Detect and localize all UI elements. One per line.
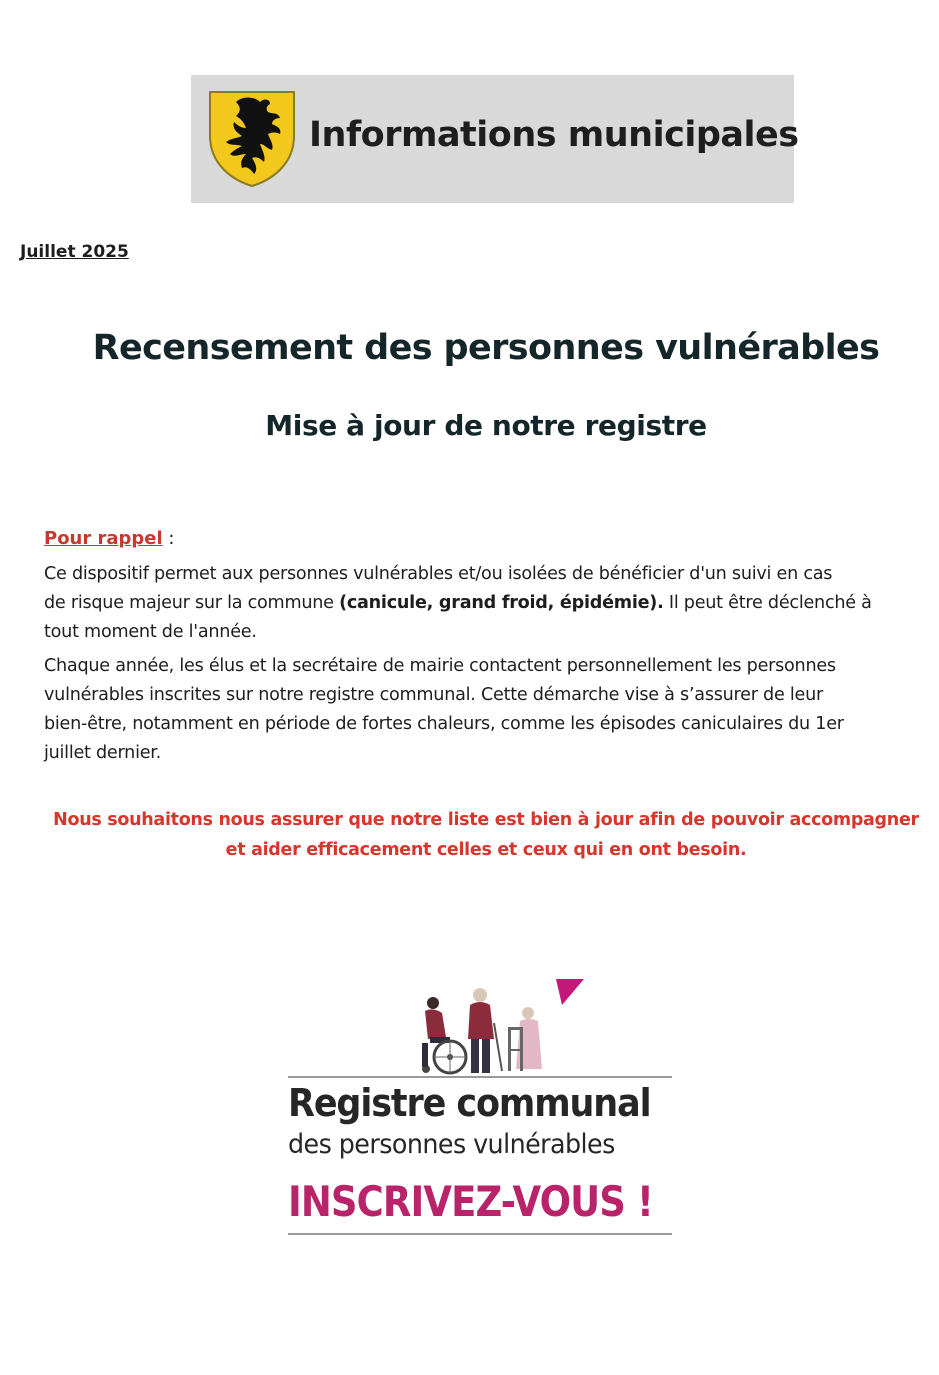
reminder-label: Pour rappel: [44, 528, 163, 549]
poster-bottom-rule: [288, 1233, 672, 1235]
paragraph-line: [44, 589, 934, 618]
paragraph-line: Ce dispositif permet aux personnes vulnérables et/ou isolées de bénéficier d'un suivi en cas: [44, 564, 833, 584]
notice-line: et aider efficacement celles et ceux qui en ont besoin.: [225, 840, 747, 860]
poster-subtitle: des personnes vulnérables: [288, 1129, 615, 1160]
reminder-suffix: :: [162, 528, 175, 549]
paragraph-line: bien-être, notamment en période de fortes chaleurs, comme les épisodes caniculaires du 1er: [44, 714, 844, 734]
paragraph-dispositif: [44, 560, 934, 647]
banner-title: Informations municipales: [309, 115, 799, 155]
page-title: Recensement des personnes vulnérables: [92, 328, 880, 368]
paragraph-text: de risque majeur sur la commune: [44, 593, 340, 613]
reminder-heading: [44, 528, 174, 549]
issue-date: Juillet 2025: [20, 242, 129, 262]
poster-top-rule: [288, 1076, 672, 1078]
lion-rampant-crest-icon: [206, 88, 298, 188]
paragraph-text: Il peut être déclenché à: [663, 593, 872, 613]
paragraph-line: tout moment de l'année.: [44, 622, 257, 642]
poster-call-to-action: INSCRIVEZ-VOUS !: [288, 1177, 653, 1226]
header-banner: [191, 75, 799, 203]
poster-title: Registre communal: [288, 1081, 651, 1125]
paragraph-contact: [44, 652, 934, 768]
notice-line: Nous souhaitons nous assurer que notre liste est bien à jour afin de pouvoir accompagner: [53, 810, 919, 830]
paragraph-line: juillet dernier.: [44, 743, 162, 763]
paragraph-line: vulnérables inscrites sur notre registre communal. Cette démarche vise à s’assurer de leur: [44, 685, 823, 705]
registry-poster: [272, 965, 687, 1245]
notice-text: [0, 805, 939, 865]
page-subtitle: Mise à jour de notre registre: [265, 409, 707, 442]
paragraph-bold-text: (canicule, grand froid, épidémie).: [339, 593, 664, 613]
paragraph-line: Chaque année, les élus et la secrétaire de mairie contactent personnellement les personnes: [44, 656, 836, 676]
vulnerable-people-illustration-icon: [272, 965, 687, 1077]
